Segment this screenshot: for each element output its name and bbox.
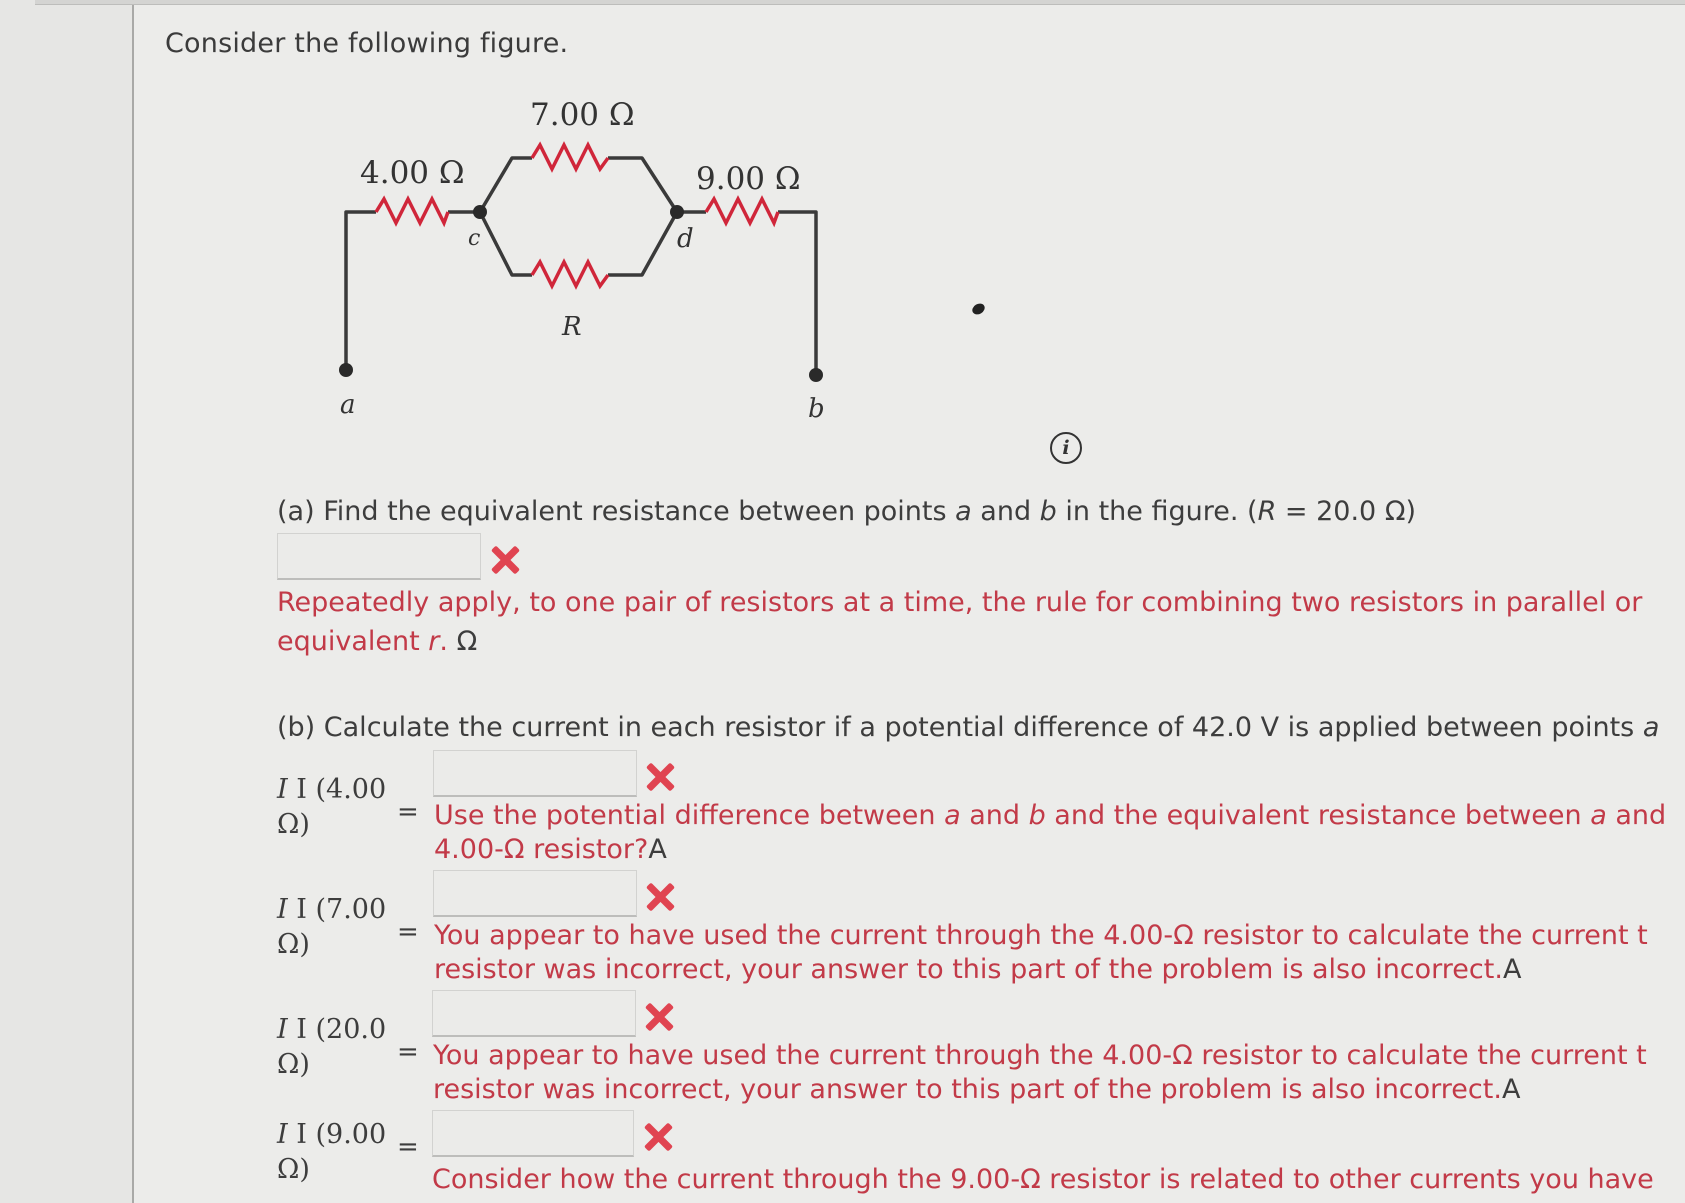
resistor-R — [532, 262, 608, 286]
node-d-dot — [670, 205, 684, 219]
label-R: R — [562, 312, 582, 342]
part-b-question: (b) Calculate the current in each resistor if a potential difference of 42.0 V is applied between points a — [277, 712, 1660, 743]
node-c-dot — [473, 205, 487, 219]
label-4-ohm: 4.00 Ω — [360, 155, 465, 191]
label-9-ohm: 9.00 Ω — [696, 161, 801, 197]
current-label-20-ohm: I I (20.0 Ω) — [277, 1014, 387, 1080]
top-border — [35, 0, 1685, 5]
circuit-figure — [340, 95, 920, 455]
equals-sign: = — [397, 917, 419, 947]
incorrect-x-icon — [643, 1122, 673, 1152]
equals-sign: = — [397, 1037, 419, 1067]
equals-sign: = — [397, 797, 419, 827]
incorrect-x-icon — [644, 1002, 674, 1032]
label-node-b: b — [808, 394, 825, 424]
row3-hint-line1: You appear to have used the current through the 4.00-Ω resistor to calculate the current t — [433, 1040, 1647, 1071]
row3-hint-line2: resistor was incorrect, your answer to this part of the problem is also incorrect.A — [433, 1074, 1521, 1105]
wire-bottom-d — [608, 212, 677, 275]
incorrect-x-icon — [645, 882, 675, 912]
row2-hint-line1: You appear to have used the current through the 4.00-Ω resistor to calculate the current t — [434, 920, 1648, 951]
current-20-ohm-input[interactable] — [432, 990, 636, 1037]
row2-hint-line2: resistor was incorrect, your answer to this part of the problem is also incorrect.A — [434, 954, 1522, 985]
row4-hint-line1: Consider how the current through the 9.00-Ω resistor is related to other currents you have — [432, 1164, 1654, 1195]
label-node-a: a — [340, 390, 356, 420]
current-7-ohm-input[interactable] — [433, 870, 637, 917]
resistor-7-ohm — [532, 145, 608, 169]
row2-unit: A — [1502, 954, 1522, 985]
node-a-dot — [339, 363, 353, 377]
current-label-7-ohm: I I (7.00 Ω) — [277, 894, 387, 960]
wire-a — [346, 212, 376, 370]
row1-hint-line1: Use the potential difference between a and b and the equivalent resistance between a and — [434, 800, 1667, 831]
incorrect-x-icon — [490, 545, 520, 575]
label-node-c: c — [468, 226, 481, 251]
node-b-dot — [809, 368, 823, 382]
resistor-4-ohm — [376, 199, 448, 223]
label-7-ohm: 7.00 Ω — [530, 97, 635, 133]
incorrect-x-icon — [645, 762, 675, 792]
part-a-hint-line2: equivalent r. Ω — [277, 626, 478, 657]
resistor-9-ohm — [706, 199, 778, 223]
label-node-d: d — [677, 224, 694, 254]
intro-text: Consider the following figure. — [165, 28, 569, 59]
row1-hint-line2: 4.00-Ω resistor?A — [434, 834, 667, 865]
current-9-ohm-input[interactable] — [432, 1110, 634, 1157]
part-a-answer-input[interactable] — [277, 533, 481, 580]
equals-sign: = — [397, 1132, 419, 1162]
current-4-ohm-input[interactable] — [433, 750, 637, 797]
info-icon[interactable]: i — [1050, 432, 1082, 464]
wire-top-d — [608, 158, 677, 212]
current-label-4-ohm: I I (4.00 Ω) — [277, 774, 387, 840]
wire-c-bottom — [480, 212, 532, 275]
wire-b — [778, 212, 816, 375]
row3-unit: A — [1501, 1074, 1521, 1105]
part-a-unit: Ω — [456, 626, 478, 657]
part-a-hint-line1: Repeatedly apply, to one pair of resistors at a time, the rule for combining two resistors in parallel or — [277, 587, 1643, 618]
part-a-question: (a) Find the equivalent resistance between points a and b in the figure. (R = 20.0 Ω) — [277, 496, 1416, 527]
left-margin — [0, 0, 132, 1203]
circuit-diagram — [340, 95, 920, 455]
current-label-9-ohm: I I (9.00 Ω) — [277, 1119, 387, 1185]
row1-unit: A — [648, 834, 667, 865]
wire-c-top — [480, 158, 532, 212]
